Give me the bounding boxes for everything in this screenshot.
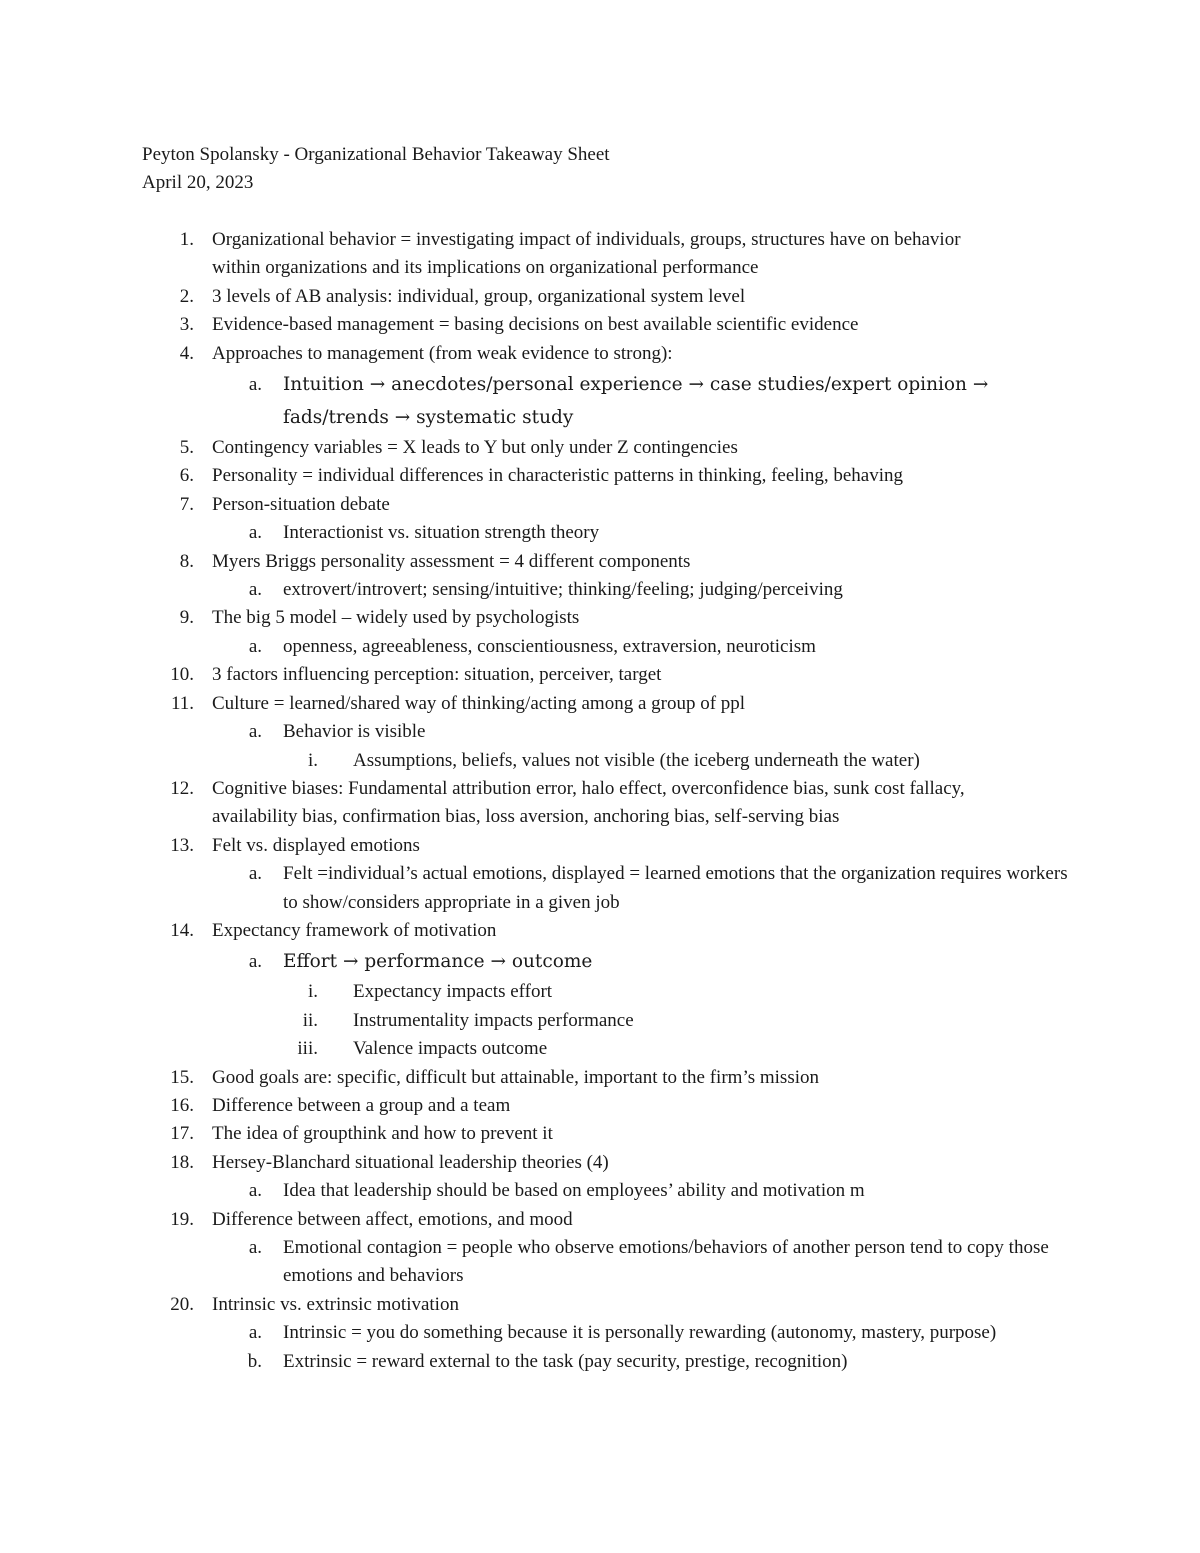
- list-marker: 9.: [179, 607, 194, 629]
- list-item-text: Idea that leadership should be based on employees’ ability and motivation m: [283, 1180, 865, 1202]
- list-marker: 19.: [170, 1208, 194, 1230]
- list-item-text: Difference between a group and a team: [212, 1094, 511, 1116]
- list-item-text: Intrinsic vs. extrinsic motivation: [212, 1293, 459, 1315]
- list-item: [0, 1206, 1200, 1234]
- list-marker: 18.: [170, 1151, 194, 1173]
- sub-sub-list-item: [0, 978, 1200, 1006]
- list-marker: 4.: [179, 342, 194, 364]
- list-item-text: Expectancy framework of motivation: [212, 919, 497, 941]
- sub-list-item: [0, 718, 1200, 746]
- list-item-text: Extrinsic = reward external to the task (pay security, prestige, recognition): [283, 1350, 848, 1372]
- list-marker: a.: [248, 863, 262, 885]
- list-item: [0, 340, 1200, 368]
- list-item-text: Valence impacts outcome: [353, 1038, 548, 1060]
- list-marker: a.: [248, 374, 262, 396]
- sub-list-item: [0, 519, 1200, 547]
- sub-list-item: [0, 1348, 1200, 1376]
- list-item-text: Good goals are: specific, difficult but attainable, important to the firm’s mission: [212, 1066, 819, 1088]
- list-marker: 6.: [179, 465, 194, 487]
- list-item-text: The big 5 model – widely used by psychologists: [212, 607, 580, 629]
- list-marker: a.: [248, 635, 262, 657]
- sub-list-item: [0, 945, 1200, 978]
- sub-sub-list-item: [0, 1007, 1200, 1035]
- list-item: [0, 548, 1200, 576]
- list-marker: a.: [248, 522, 262, 544]
- list-item-text: Intrinsic = you do something because it is personally rewarding (autonomy, mastery, purpose): [283, 1322, 997, 1344]
- sub-list-item: [0, 576, 1200, 604]
- list-item-text: Hersey-Blanchard situational leadership theories (4): [212, 1151, 609, 1173]
- list-marker: 2.: [179, 285, 194, 307]
- list-item: [0, 226, 1200, 283]
- sub-list-item: [0, 860, 1200, 917]
- list-marker: 5.: [179, 437, 194, 459]
- list-marker: 11.: [170, 692, 194, 714]
- list-marker: 1.: [179, 229, 194, 250]
- list-item: [0, 311, 1200, 339]
- list-item: [0, 604, 1200, 632]
- list-marker: a.: [248, 1237, 262, 1258]
- sub-list-item: [0, 1319, 1200, 1347]
- list-item: [0, 1120, 1200, 1148]
- list-item-text: Contingency variables = X leads to Y but only under Z contingencies: [212, 437, 738, 459]
- list-item-text: Felt vs. displayed emotions: [212, 834, 420, 856]
- list-marker: b.: [247, 1350, 262, 1372]
- list-marker: i.: [307, 981, 318, 1003]
- list-item: [0, 1092, 1200, 1120]
- sub-list-item: [0, 1234, 1200, 1291]
- list-item-text: Person-situation debate: [212, 493, 390, 515]
- list-marker: iii.: [297, 1038, 318, 1060]
- list-item-text: Assumptions, beliefs, values not visible (the iceberg underneath the water): [353, 749, 920, 771]
- list-item-text: Organizational behavior = investigating impact of individuals, groups, structures have on behavior within organizations and its implications on organizational performance: [212, 229, 961, 279]
- list-marker: 8.: [179, 550, 194, 572]
- list-marker: 10.: [170, 664, 194, 686]
- sub-list-item: [0, 368, 1200, 434]
- list-item: [0, 1064, 1200, 1092]
- list-item-text: The idea of groupthink and how to prevent it: [212, 1123, 553, 1145]
- list-item: [0, 661, 1200, 689]
- list-item: [0, 462, 1200, 490]
- list-item-text: Difference between affect, emotions, and mood: [212, 1208, 573, 1230]
- list-item: [0, 690, 1200, 718]
- list-marker: a.: [248, 1322, 262, 1344]
- sub-list-item: [0, 633, 1200, 661]
- list-item: [0, 491, 1200, 519]
- takeaway-list: [0, 226, 1200, 1376]
- list-item: [0, 775, 1200, 832]
- sub-sub-list-item: [0, 747, 1200, 775]
- list-item-text: Culture = learned/shared way of thinking/acting among a group of ppl: [212, 692, 746, 714]
- list-item-text: openness, agreeableness, conscientiousness, extraversion, neuroticism: [283, 635, 816, 657]
- list-marker: i.: [307, 749, 318, 771]
- list-item-text: Behavior is visible: [283, 721, 426, 743]
- list-item-text: Emotional contagion = people who observe emotions/behaviors of another person tend to copy those emotions and behaviors: [283, 1237, 1049, 1287]
- list-marker: a.: [248, 579, 262, 601]
- list-item-text: 3 factors influencing perception: situation, perceiver, target: [212, 664, 662, 686]
- list-item: [0, 283, 1200, 311]
- list-marker: 13.: [170, 834, 194, 856]
- list-marker: 20.: [170, 1293, 194, 1315]
- list-marker: a.: [248, 1180, 262, 1202]
- list-marker: 12.: [170, 777, 194, 799]
- list-item-text: Interactionist vs. situation strength theory: [283, 522, 600, 544]
- list-item-text: Myers Briggs personality assessment = 4 different components: [212, 550, 691, 572]
- list-marker: 7.: [179, 493, 194, 515]
- list-item: [0, 917, 1200, 945]
- list-item-text: Evidence-based management = basing decisions on best available scientific evidence: [212, 314, 859, 336]
- list-item-text: Intuition → anecdotes/personal experience → case studies/expert opinion → fads/trends → systematic study: [283, 374, 989, 429]
- sub-sub-list-item: [0, 1035, 1200, 1063]
- list-marker: 14.: [170, 919, 194, 941]
- list-marker: a.: [248, 951, 262, 973]
- list-marker: ii.: [302, 1009, 318, 1031]
- sub-list-item: [0, 1177, 1200, 1205]
- document-date: April 20, 2023: [142, 172, 254, 193]
- list-marker: 17.: [170, 1123, 194, 1145]
- list-item-text: Personality = individual differences in characteristic patterns in thinking, feeling, behaving: [212, 465, 903, 487]
- list-item-text: Felt =individual’s actual emotions, displayed = learned emotions that the organization requires workers to show/considers appropriate in a given job: [283, 863, 1068, 913]
- list-item-text: extrovert/introvert; sensing/intuitive; thinking/feeling; judging/perceiving: [283, 579, 843, 601]
- list-marker: 3.: [179, 314, 194, 336]
- document-title: Peyton Spolansky - Organizational Behavior Takeaway Sheet: [142, 144, 610, 165]
- list-item: [0, 832, 1200, 860]
- list-item: [0, 1291, 1200, 1319]
- list-marker: 16.: [170, 1094, 194, 1116]
- list-marker: a.: [248, 721, 262, 743]
- list-item: [0, 1149, 1200, 1177]
- list-item-text: Effort → performance → outcome: [283, 951, 593, 973]
- list-item-text: Instrumentality impacts performance: [353, 1009, 634, 1031]
- list-marker: 15.: [170, 1066, 194, 1088]
- list-item-text: Cognitive biases: Fundamental attribution error, halo effect, overconfidence bias, sunk cost fallacy, availability bias, confirmation bias, loss aversion, anchoring bias, self-serving bias: [212, 777, 965, 828]
- list-item: [0, 434, 1200, 462]
- list-item-text: 3 levels of AB analysis: individual, group, organizational system level: [212, 285, 746, 307]
- list-item-text: Approaches to management (from weak evidence to strong):: [212, 342, 673, 364]
- list-item-text: Expectancy impacts effort: [353, 981, 553, 1003]
